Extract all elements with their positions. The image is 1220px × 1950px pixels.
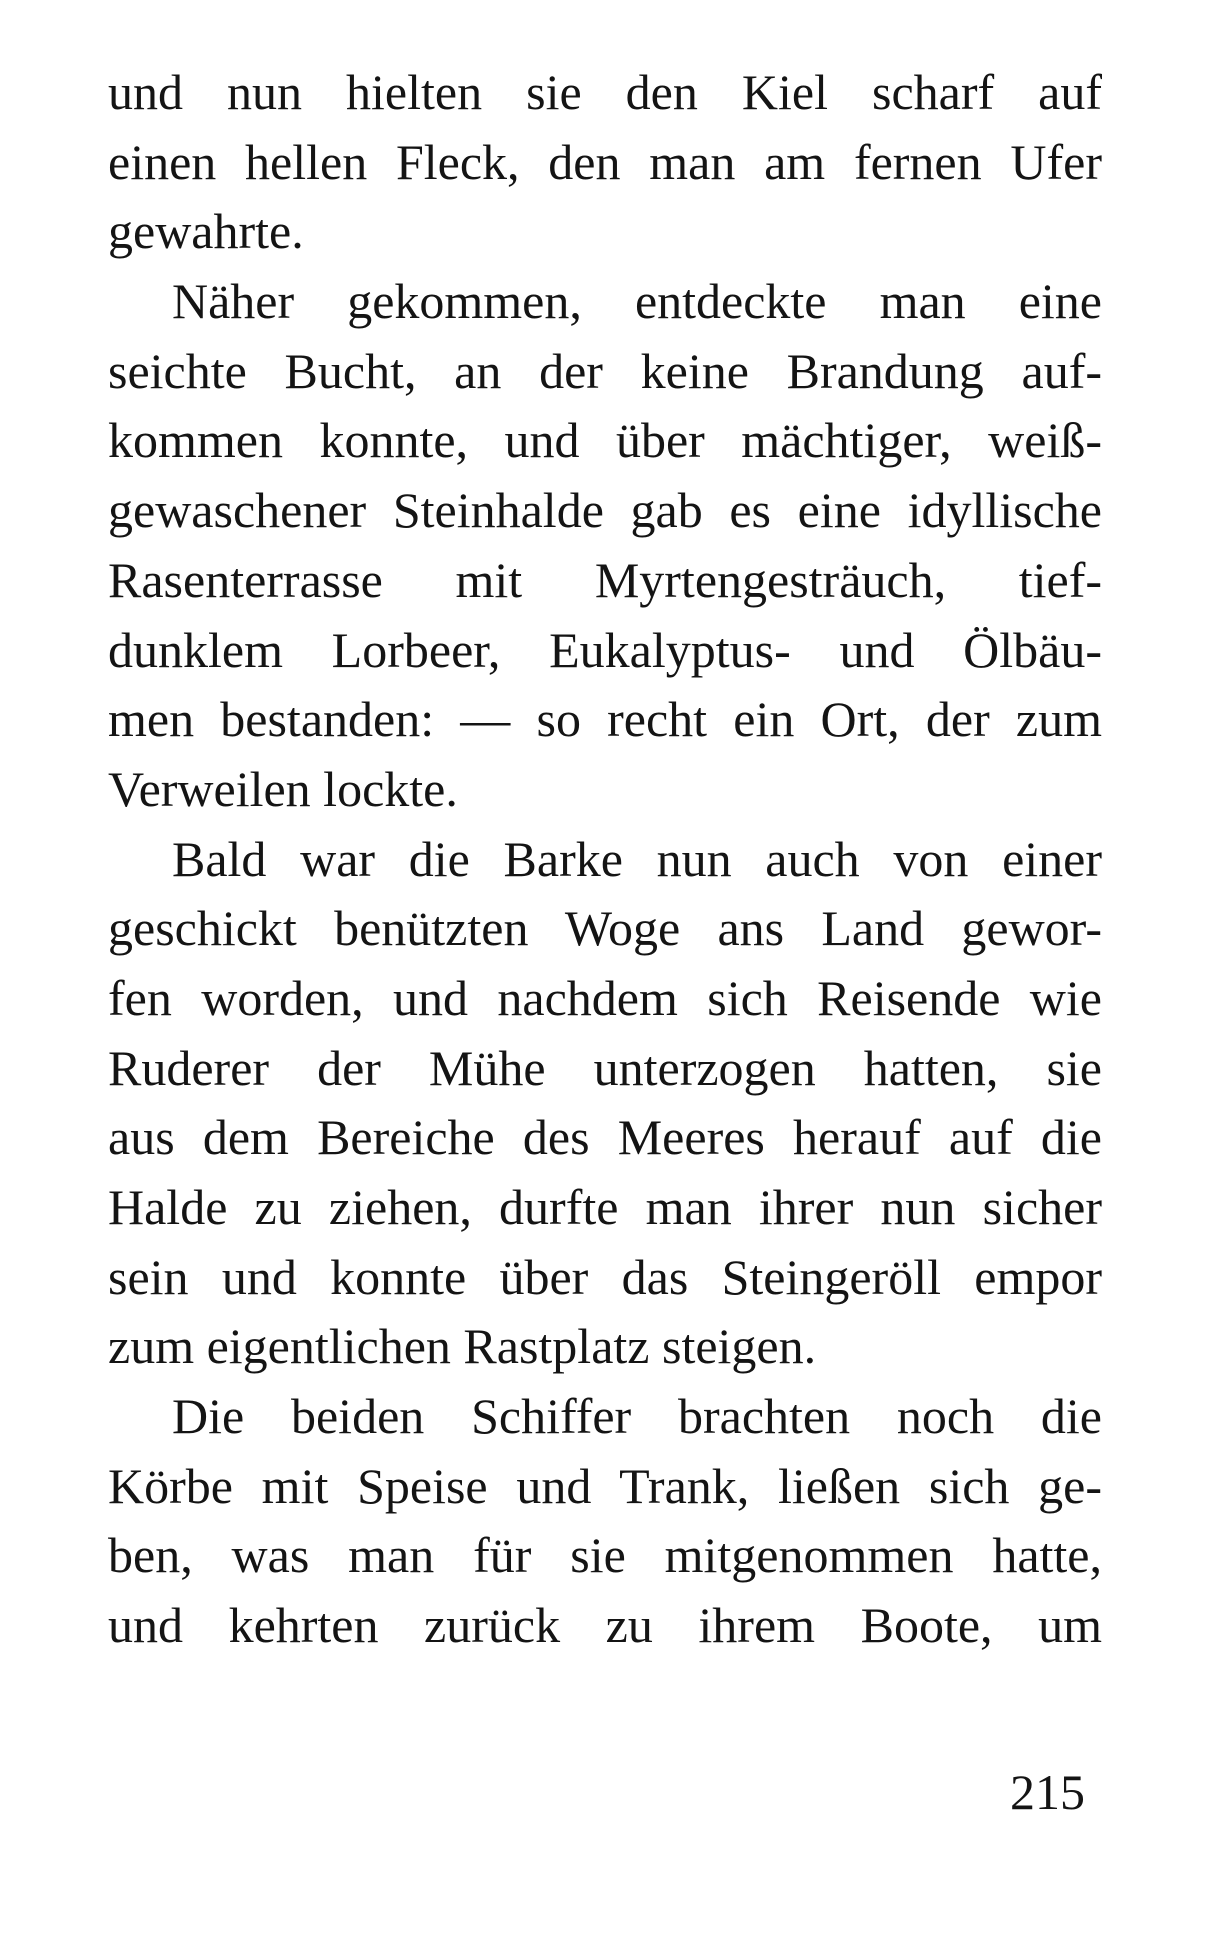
text-line: Verweilen lockte. — [108, 760, 458, 817]
text-line: gewahrte. — [108, 203, 304, 260]
text-line: kommen konnte, und über mächtiger, weiß- — [108, 412, 1102, 469]
text-line: aus dem Bereiche des Meeres herauf auf die — [108, 1109, 1102, 1166]
text-line: gewaschener Steinhalde gab es eine idyllische — [108, 482, 1102, 539]
text-line: Näher gekommen, entdeckte man eine — [172, 273, 1102, 330]
text-line: Rasenterrasse mit Myrtengesträuch, tief- — [108, 551, 1102, 608]
text-line: Halde zu ziehen, durfte man ihrer nun sicher — [108, 1179, 1102, 1235]
text-line: Bald war die Barke nun auch von einer — [172, 830, 1102, 887]
text-line: sein und konnte über das Steingeröll empor — [108, 1248, 1102, 1305]
text-line: ben, was man für sie mitgenommen hatte, — [108, 1527, 1102, 1584]
text-line: Die beiden Schiffer brachten noch die — [172, 1388, 1102, 1445]
text-line: Ruderer der Mühe unterzogen hatten, sie — [108, 1039, 1102, 1096]
text-line: und nun hielten sie den Kiel scharf auf — [108, 64, 1102, 120]
text-line: Körbe mit Speise und Trank, ließen sich ge- — [108, 1457, 1102, 1514]
body-text — [108, 58, 1102, 1661]
text-line: men bestanden: — so recht ein Ort, der zum — [108, 691, 1102, 748]
text-line: dunklem Lorbeer, Eukalyptus- und Ölbäu- — [108, 621, 1102, 678]
text-line: und kehrten zurück zu ihrem Boote, um — [108, 1597, 1102, 1654]
text-line: einen hellen Fleck, den man am fernen Ufer — [108, 133, 1102, 190]
text-line: geschickt benützten Woge ans Land gewor- — [108, 900, 1102, 957]
page-number: 215 — [1010, 1764, 1085, 1820]
text-line: fen worden, und nachdem sich Reisende wie — [108, 969, 1102, 1026]
text-line: zum eigentlichen Rastplatz steigen. — [108, 1318, 817, 1375]
text-line: seichte Bucht, an der keine Brandung auf- — [108, 342, 1102, 399]
